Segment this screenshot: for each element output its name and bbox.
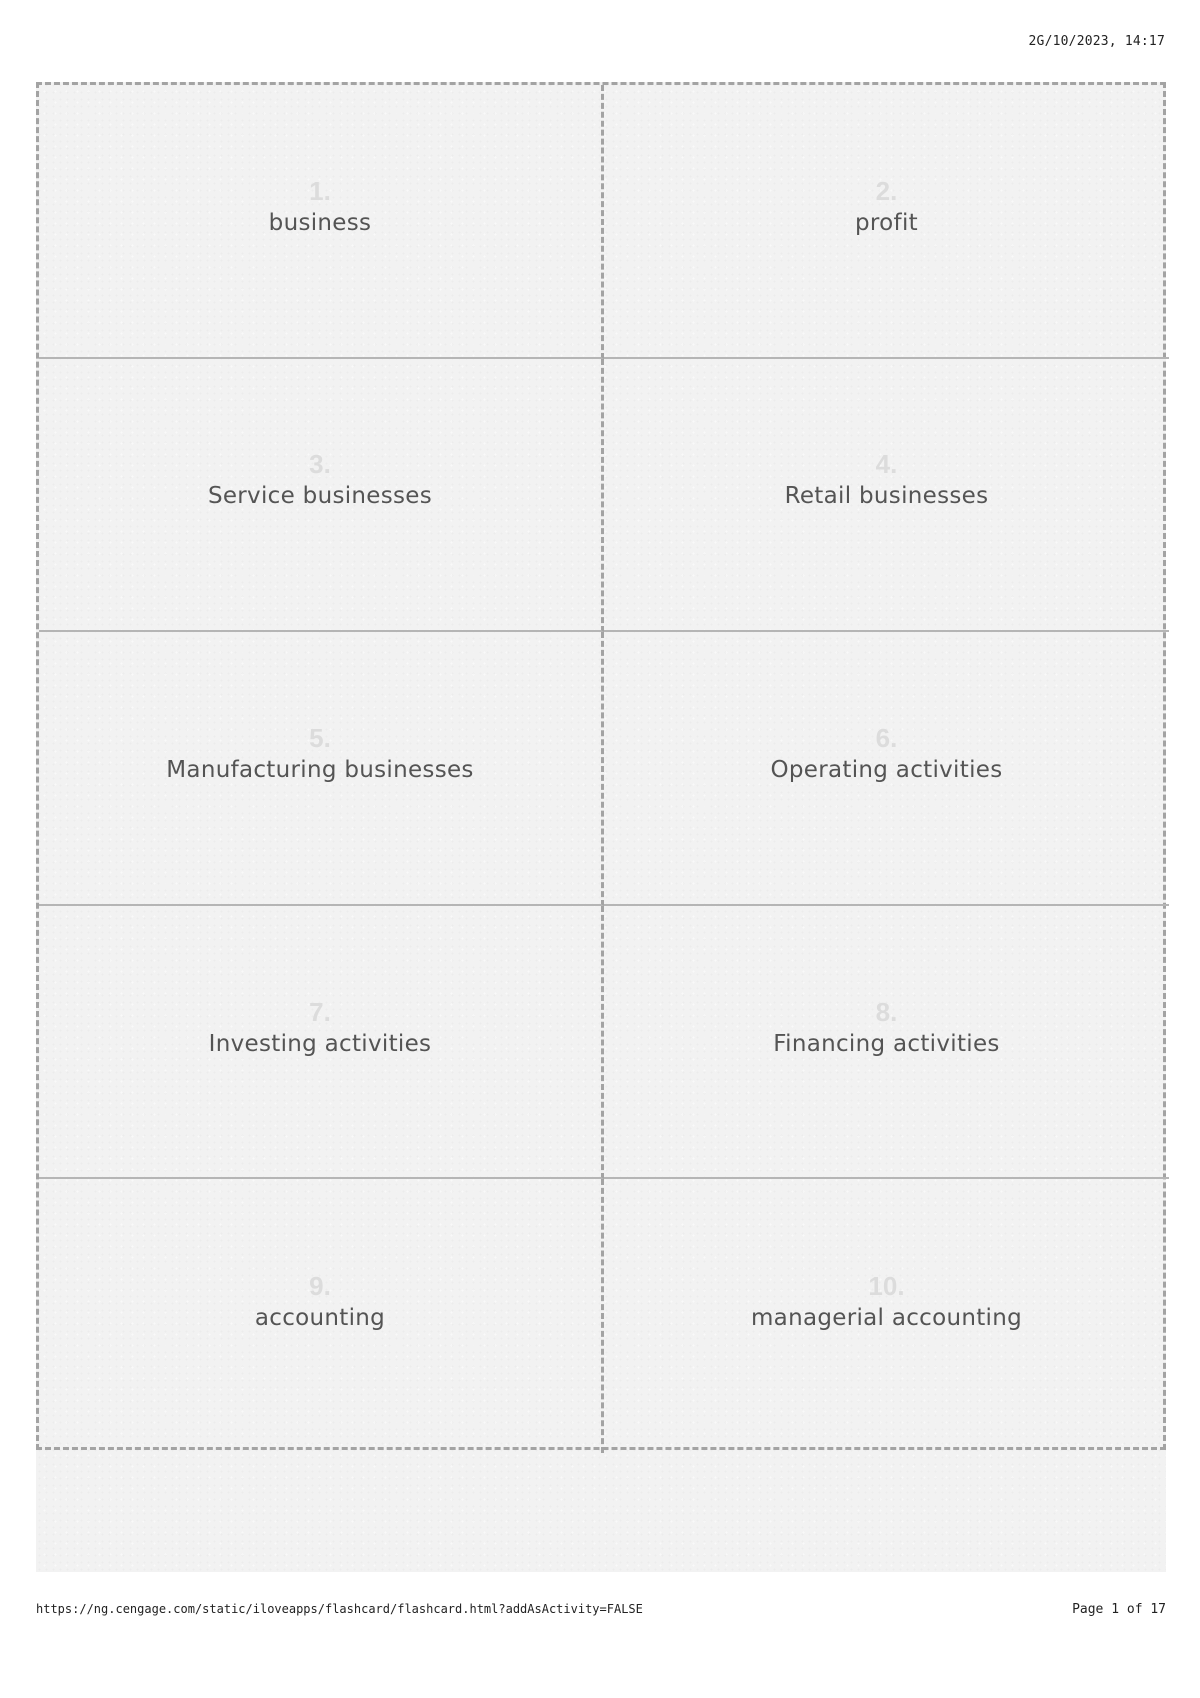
footer-url: https://ng.cengage.com/static/iloveapps/flashcard/flashcard.html?addAsActivity=FALSE [36,1602,643,1616]
flashcard[interactable] [604,1179,1169,1453]
card-term: accounting [254,1305,386,1332]
card-term: profit [855,209,918,236]
card-term: Financing activities [773,1030,1000,1057]
print-timestamp: 2G/10/2023, 14:17 [1028,34,1165,49]
card-number: 5. [309,722,331,753]
card-number: 3. [309,449,331,480]
flashcard-sheet [36,82,1166,1572]
card-number: 6. [875,722,898,753]
flashcard[interactable] [39,906,604,1180]
card-term: Manufacturing businesses [166,756,474,783]
card-term: business [268,209,372,236]
flashcard[interactable] [604,85,1169,359]
flashcard[interactable] [604,632,1169,906]
flashcard-grid [36,82,1166,1450]
card-number: 10. [868,1271,905,1302]
flashcard[interactable] [39,85,604,359]
flashcard[interactable] [39,1179,604,1453]
card-term: Retail businesses [784,483,989,510]
page-indicator: Page 1 of 17 [1072,1602,1166,1617]
flashcard[interactable] [39,359,604,633]
card-number: 2. [875,175,898,206]
flashcard[interactable] [604,359,1169,633]
card-term: managerial accounting [750,1305,1023,1332]
card-term: Service businesses [207,483,433,510]
flashcard[interactable] [39,632,604,906]
card-number: 8. [875,996,898,1027]
card-number: 7. [309,996,331,1027]
card-number: 9. [309,1271,331,1302]
card-term: Investing activities [208,1030,432,1057]
flashcard[interactable] [604,906,1169,1180]
card-number: 1. [309,175,331,206]
card-term: Operating activities [770,756,1003,783]
card-number: 4. [875,449,898,480]
